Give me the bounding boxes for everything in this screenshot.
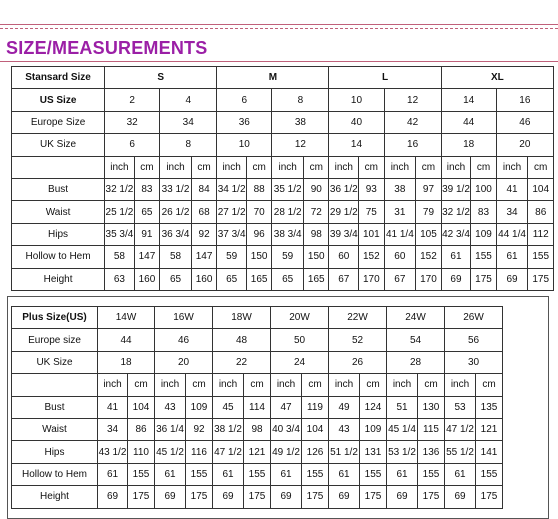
unit-inch: inch [105, 156, 135, 178]
cm-value-cell: 175 [476, 486, 503, 508]
cm-value-cell: 96 [246, 223, 271, 245]
group-xl: XL [441, 67, 553, 89]
unit-inch: inch [213, 374, 244, 396]
europe-size-cell: 38 [272, 111, 329, 133]
unit-cm: cm [191, 156, 216, 178]
top-dashed-rule [0, 28, 558, 29]
inch-value-cell: 28 1/2 [272, 201, 304, 223]
cm-value-cell: 65 [134, 201, 159, 223]
inch-value-cell: 39 3/4 [329, 223, 359, 245]
title-underline [0, 61, 558, 62]
plus-size-cell: 14W [98, 307, 155, 329]
unit-inch: inch [387, 374, 418, 396]
inch-value-cell: 63 [105, 268, 135, 290]
cm-value-cell: 119 [302, 396, 329, 418]
plus-europe-cell: 56 [445, 329, 503, 351]
inch-value-cell: 49 1/2 [271, 441, 302, 463]
cm-value-cell: 155 [302, 463, 329, 485]
inch-value-cell: 69 [441, 268, 471, 290]
plus-uk-cell: 18 [98, 351, 155, 373]
inch-value-cell: 61 [387, 463, 418, 485]
cm-value-cell: 86 [128, 418, 155, 440]
plus-europe-cell: 50 [271, 329, 329, 351]
inch-value-cell: 53 [445, 396, 476, 418]
uk-size-cell: 10 [217, 134, 272, 156]
measurement-label: Bust [12, 178, 105, 200]
cm-value-cell: 112 [528, 223, 554, 245]
inch-value-cell: 32 1/2 [441, 201, 471, 223]
cm-value-cell: 175 [244, 486, 271, 508]
group-s: S [105, 67, 217, 89]
unit-cm: cm [186, 374, 213, 396]
cm-value-cell: 175 [418, 486, 445, 508]
inch-value-cell: 47 1/2 [213, 441, 244, 463]
cm-value-cell: 90 [304, 178, 329, 200]
inch-value-cell: 44 1/4 [496, 223, 528, 245]
plus-europe-cell: 48 [213, 329, 271, 351]
unit-cm: cm [302, 374, 329, 396]
cm-value-cell: 170 [359, 268, 384, 290]
inch-value-cell: 41 1/4 [384, 223, 416, 245]
inch-value-cell: 69 [496, 268, 528, 290]
inch-value-cell: 61 [98, 463, 128, 485]
plus-uk-cell: 28 [387, 351, 445, 373]
cm-value-cell: 92 [186, 418, 213, 440]
unit-cm: cm [360, 374, 387, 396]
cm-value-cell: 121 [476, 418, 503, 440]
inch-value-cell: 53 1/2 [387, 441, 418, 463]
unit-cm: cm [134, 156, 159, 178]
inch-value-cell: 69 [271, 486, 302, 508]
unit-inch: inch [329, 156, 359, 178]
us-size-cell: 14 [441, 89, 496, 111]
cm-value-cell: 68 [191, 201, 216, 223]
cm-value-cell: 160 [191, 268, 216, 290]
cm-value-cell: 170 [416, 268, 441, 290]
inch-value-cell: 69 [213, 486, 244, 508]
cm-value-cell: 126 [302, 441, 329, 463]
uk-size-cell: 14 [329, 134, 384, 156]
inch-value-cell: 41 [496, 178, 528, 200]
inch-value-cell: 69 [329, 486, 360, 508]
cm-value-cell: 175 [186, 486, 213, 508]
cm-value-cell: 155 [360, 463, 387, 485]
standard-measurement-rows [12, 178, 554, 290]
inch-value-cell: 60 [384, 246, 416, 268]
unit-inch: inch [155, 374, 186, 396]
plus-size-cell: 22W [329, 307, 387, 329]
cm-value-cell: 175 [302, 486, 329, 508]
inch-value-cell: 58 [105, 246, 135, 268]
inch-value-cell: 34 [496, 201, 528, 223]
cm-value-cell: 93 [359, 178, 384, 200]
us-size-label: US Size [12, 89, 105, 111]
top-rule [0, 24, 558, 25]
plus-units-row [12, 374, 503, 396]
unit-inch: inch [98, 374, 128, 396]
plus-europe-row [12, 329, 503, 351]
unit-cm: cm [476, 374, 503, 396]
unit-inch: inch [496, 156, 528, 178]
unit-cm: cm [528, 156, 554, 178]
inch-value-cell: 61 [441, 246, 471, 268]
plus-uk-cell: 30 [445, 351, 503, 373]
cm-value-cell: 124 [360, 396, 387, 418]
plus-uk-label: UK Size [12, 351, 98, 373]
group-m: M [217, 67, 329, 89]
cm-value-cell: 136 [418, 441, 445, 463]
standard-size-label: Stansard Size [12, 67, 105, 89]
measurement-label: Waist [12, 418, 98, 440]
cm-value-cell: 116 [186, 441, 213, 463]
cm-value-cell: 152 [359, 246, 384, 268]
cm-value-cell: 160 [134, 268, 159, 290]
inch-value-cell: 38 1/2 [213, 418, 244, 440]
us-size-row [12, 89, 554, 111]
europe-size-cell: 44 [441, 111, 496, 133]
cm-value-cell: 72 [304, 201, 329, 223]
plus-size-label: Plus Size(US) [12, 307, 98, 329]
plus-size-chart [11, 306, 503, 509]
standard-header-row [12, 67, 554, 89]
cm-value-cell: 70 [246, 201, 271, 223]
unit-cm: cm [471, 156, 496, 178]
inch-value-cell: 41 [98, 396, 128, 418]
cm-value-cell: 147 [191, 246, 216, 268]
inch-value-cell: 51 [387, 396, 418, 418]
cm-value-cell: 83 [471, 201, 496, 223]
inch-value-cell: 69 [155, 486, 186, 508]
measurement-row [12, 246, 554, 268]
plus-uk-cell: 22 [213, 351, 271, 373]
plus-size-cell: 18W [213, 307, 271, 329]
inch-value-cell: 27 1/2 [217, 201, 247, 223]
cm-value-cell: 115 [418, 418, 445, 440]
inch-value-cell: 65 [272, 268, 304, 290]
cm-value-cell: 131 [360, 441, 387, 463]
europe-size-cell: 34 [160, 111, 217, 133]
cm-value-cell: 135 [476, 396, 503, 418]
cm-value-cell: 155 [186, 463, 213, 485]
us-size-cell: 10 [329, 89, 384, 111]
cm-value-cell: 100 [471, 178, 496, 200]
cm-value-cell: 109 [360, 418, 387, 440]
plus-europe-cell: 54 [387, 329, 445, 351]
unit-inch: inch [272, 156, 304, 178]
cm-value-cell: 155 [128, 463, 155, 485]
inch-value-cell: 38 [384, 178, 416, 200]
plus-size-cell: 26W [445, 307, 503, 329]
us-size-cell: 4 [160, 89, 217, 111]
inch-value-cell: 38 3/4 [272, 223, 304, 245]
measurement-row [12, 223, 554, 245]
cm-value-cell: 98 [244, 418, 271, 440]
cm-value-cell: 175 [471, 268, 496, 290]
europe-size-cell: 40 [329, 111, 384, 133]
inch-value-cell: 69 [98, 486, 128, 508]
inch-value-cell: 61 [496, 246, 528, 268]
plus-header-row [12, 307, 503, 329]
inch-value-cell: 49 [329, 396, 360, 418]
cm-value-cell: 121 [244, 441, 271, 463]
uk-size-cell: 16 [384, 134, 441, 156]
cm-value-cell: 104 [528, 178, 554, 200]
cm-value-cell: 165 [304, 268, 329, 290]
plus-size-cell: 16W [155, 307, 213, 329]
europe-size-cell: 42 [384, 111, 441, 133]
plus-uk-cell: 24 [271, 351, 329, 373]
inch-value-cell: 65 [217, 268, 247, 290]
measurement-row [12, 178, 554, 200]
cm-value-cell: 175 [528, 268, 554, 290]
standard-size-chart [11, 66, 554, 291]
europe-size-row [12, 111, 554, 133]
inch-value-cell: 61 [445, 463, 476, 485]
inch-value-cell: 40 3/4 [271, 418, 302, 440]
inch-value-cell: 37 3/4 [217, 223, 247, 245]
us-size-cell: 8 [272, 89, 329, 111]
standard-units-row [12, 156, 554, 178]
unit-inch: inch [441, 156, 471, 178]
cm-value-cell: 101 [359, 223, 384, 245]
europe-size-cell: 36 [217, 111, 272, 133]
inch-value-cell: 69 [387, 486, 418, 508]
measurement-label: Height [12, 486, 98, 508]
cm-value-cell: 75 [359, 201, 384, 223]
measurement-label: Hollow to Hem [12, 463, 98, 485]
cm-value-cell: 175 [360, 486, 387, 508]
measurement-label: Bust [12, 396, 98, 418]
us-size-cell: 2 [105, 89, 160, 111]
plus-size-cell: 20W [271, 307, 329, 329]
inch-value-cell: 45 1/4 [387, 418, 418, 440]
plus-uk-cell: 26 [329, 351, 387, 373]
plus-uk-cell: 20 [155, 351, 213, 373]
plus-europe-cell: 52 [329, 329, 387, 351]
inch-value-cell: 47 [271, 396, 302, 418]
measurement-row [12, 418, 503, 440]
cm-value-cell: 141 [476, 441, 503, 463]
cm-value-cell: 105 [416, 223, 441, 245]
inch-value-cell: 61 [213, 463, 244, 485]
measurement-label: Hips [12, 441, 98, 463]
unit-inch: inch [271, 374, 302, 396]
uk-size-label: UK Size [12, 134, 105, 156]
inch-value-cell: 36 3/4 [160, 223, 192, 245]
inch-value-cell: 58 [160, 246, 192, 268]
inch-value-cell: 45 1/2 [155, 441, 186, 463]
cm-value-cell: 155 [528, 246, 554, 268]
inch-value-cell: 36 1/2 [329, 178, 359, 200]
inch-value-cell: 59 [272, 246, 304, 268]
cm-value-cell: 92 [191, 223, 216, 245]
units-blank-cell [12, 374, 98, 396]
units-blank-cell [12, 156, 105, 178]
cm-value-cell: 104 [128, 396, 155, 418]
inch-value-cell: 43 1/2 [98, 441, 128, 463]
cm-value-cell: 114 [244, 396, 271, 418]
measurement-row [12, 486, 503, 508]
inch-value-cell: 42 3/4 [441, 223, 471, 245]
europe-size-cell: 46 [496, 111, 553, 133]
cm-value-cell: 109 [471, 223, 496, 245]
inch-value-cell: 34 1/2 [217, 178, 247, 200]
inch-value-cell: 26 1/2 [160, 201, 192, 223]
cm-value-cell: 165 [246, 268, 271, 290]
inch-value-cell: 55 1/2 [445, 441, 476, 463]
unit-cm: cm [359, 156, 384, 178]
inch-value-cell: 61 [329, 463, 360, 485]
inch-value-cell: 51 1/2 [329, 441, 360, 463]
unit-inch: inch [217, 156, 247, 178]
us-size-cell: 12 [384, 89, 441, 111]
plus-measurement-rows [12, 396, 503, 508]
plus-europe-cell: 46 [155, 329, 213, 351]
inch-value-cell: 61 [155, 463, 186, 485]
unit-cm: cm [304, 156, 329, 178]
unit-inch: inch [445, 374, 476, 396]
unit-cm: cm [416, 156, 441, 178]
cm-value-cell: 147 [134, 246, 159, 268]
inch-value-cell: 59 [217, 246, 247, 268]
page-title: SIZE/MEASUREMENTS [6, 38, 208, 58]
europe-size-cell: 32 [105, 111, 160, 133]
uk-size-row [12, 134, 554, 156]
inch-value-cell: 35 3/4 [105, 223, 135, 245]
cm-value-cell: 155 [244, 463, 271, 485]
inch-value-cell: 69 [445, 486, 476, 508]
plus-europe-label: Europe size [12, 329, 98, 351]
cm-value-cell: 150 [304, 246, 329, 268]
inch-value-cell: 47 1/2 [445, 418, 476, 440]
cm-value-cell: 110 [128, 441, 155, 463]
inch-value-cell: 67 [384, 268, 416, 290]
inch-value-cell: 43 [155, 396, 186, 418]
cm-value-cell: 97 [416, 178, 441, 200]
inch-value-cell: 45 [213, 396, 244, 418]
cm-value-cell: 130 [418, 396, 445, 418]
cm-value-cell: 150 [246, 246, 271, 268]
uk-size-cell: 6 [105, 134, 160, 156]
inch-value-cell: 35 1/2 [272, 178, 304, 200]
cm-value-cell: 152 [416, 246, 441, 268]
unit-cm: cm [244, 374, 271, 396]
measurement-row [12, 463, 503, 485]
cm-value-cell: 79 [416, 201, 441, 223]
inch-value-cell: 61 [271, 463, 302, 485]
uk-size-cell: 20 [496, 134, 553, 156]
inch-value-cell: 60 [329, 246, 359, 268]
group-l: L [329, 67, 441, 89]
inch-value-cell: 34 [98, 418, 128, 440]
uk-size-cell: 18 [441, 134, 496, 156]
measurement-row [12, 268, 554, 290]
us-size-cell: 16 [496, 89, 553, 111]
unit-cm: cm [128, 374, 155, 396]
unit-cm: cm [246, 156, 271, 178]
cm-value-cell: 175 [128, 486, 155, 508]
cm-value-cell: 83 [134, 178, 159, 200]
inch-value-cell: 31 [384, 201, 416, 223]
europe-size-label: Europe Size [12, 111, 105, 133]
uk-size-cell: 12 [272, 134, 329, 156]
unit-inch: inch [329, 374, 360, 396]
plus-europe-cell: 44 [98, 329, 155, 351]
cm-value-cell: 98 [304, 223, 329, 245]
inch-value-cell: 25 1/2 [105, 201, 135, 223]
cm-value-cell: 155 [471, 246, 496, 268]
unit-cm: cm [418, 374, 445, 396]
uk-size-cell: 8 [160, 134, 217, 156]
measurement-label: Hollow to Hem [12, 246, 105, 268]
inch-value-cell: 67 [329, 268, 359, 290]
measurement-row [12, 396, 503, 418]
measurement-row [12, 441, 503, 463]
cm-value-cell: 88 [246, 178, 271, 200]
measurement-label: Height [12, 268, 105, 290]
inch-value-cell: 32 1/2 [105, 178, 135, 200]
cm-value-cell: 109 [186, 396, 213, 418]
unit-inch: inch [384, 156, 416, 178]
plus-size-cell: 24W [387, 307, 445, 329]
unit-inch: inch [160, 156, 192, 178]
inch-value-cell: 39 1/2 [441, 178, 471, 200]
plus-uk-row [12, 351, 503, 373]
inch-value-cell: 36 1/4 [155, 418, 186, 440]
measurement-label: Waist [12, 201, 105, 223]
cm-value-cell: 84 [191, 178, 216, 200]
cm-value-cell: 104 [302, 418, 329, 440]
inch-value-cell: 29 1/2 [329, 201, 359, 223]
inch-value-cell: 43 [329, 418, 360, 440]
inch-value-cell: 65 [160, 268, 192, 290]
cm-value-cell: 91 [134, 223, 159, 245]
inch-value-cell: 33 1/2 [160, 178, 192, 200]
measurement-label: Hips [12, 223, 105, 245]
us-size-cell: 6 [217, 89, 272, 111]
cm-value-cell: 155 [418, 463, 445, 485]
measurement-row [12, 201, 554, 223]
cm-value-cell: 86 [528, 201, 554, 223]
cm-value-cell: 155 [476, 463, 503, 485]
